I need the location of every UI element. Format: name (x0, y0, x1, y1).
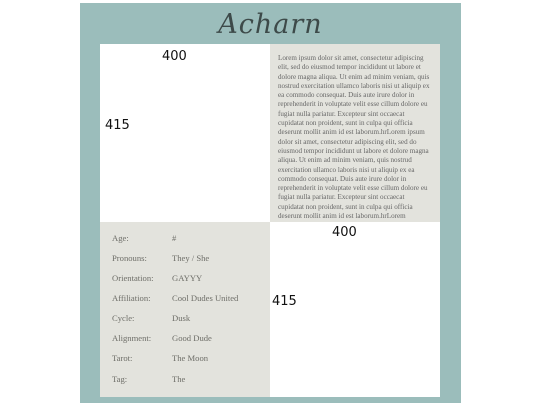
stat-value: The Moon (172, 353, 209, 363)
stat-value: # (172, 233, 177, 243)
stat-value: The (172, 374, 186, 384)
stat-value: Dusk (172, 313, 191, 323)
stat-value: Cool Dudes United (172, 293, 239, 303)
image-width-label: 400 (162, 49, 187, 64)
stat-label: Age: (112, 233, 129, 243)
stat-row-tag (100, 374, 270, 394)
stat-value: Good Dude (172, 333, 212, 343)
stat-value: GAYYY (172, 273, 203, 283)
image-placeholder-bottom (270, 222, 440, 397)
stat-value: They / She (172, 253, 210, 263)
stat-row-cycle (100, 313, 270, 333)
image-width-label: 400 (332, 225, 357, 240)
stat-label: Pronouns: (112, 253, 147, 263)
bio-text-panel (270, 44, 440, 222)
image-height-label: 415 (272, 294, 297, 309)
stat-row-alignment (100, 333, 270, 353)
stat-label: Alignment: (112, 333, 152, 343)
profile-grid (100, 44, 440, 397)
stat-row-age (100, 233, 270, 253)
stat-label: Tag: (112, 374, 128, 384)
stat-row-affiliation (100, 293, 270, 313)
stat-label: Orientation: (112, 273, 154, 283)
character-name: Acharn (218, 9, 323, 40)
bio-text: Lorem ipsum dolor sit amet, consectetur adipiscing elit, sed do eiusmod tempor incididunt ut labore et dolore magna aliqua. Ut enim ad minim veniam, quis nostrud exercitation ullamco laboris nisi ut aliquip ex ea commodo consequat. Duis aute irure dolor in reprehenderit in voluptate velit esse cillum dolore eu fugiat nulla pariatur. Excepteur sint occaecat cupidatat non proident, sunt in culpa qui officia deserunt mollit anim id est laborum.hrLorem ipsum dolor sit amet, consectetur adipiscing elit, sed do eiusmod tempor incididunt ut labore et dolore magna aliqua. Ut enim ad minim veniam, quis nostrud exercitation ullamco laboris nisi ut aliquip ex ea commodo consequat. Duis aute irure dolor in reprehenderit in voluptate velit esse cillum dolore eu fugiat nulla pariatur. Excepteur sint occaecat cupidatat non proident, sunt in culpa qui officia deserunt mollit anim id est laborum.hrLorem (278, 54, 430, 221)
stat-label: Affiliation: (112, 293, 151, 303)
stat-row-tarot (100, 353, 270, 373)
image-height-label: 415 (105, 118, 130, 133)
image-placeholder-top (100, 44, 270, 222)
stat-label: Tarot: (112, 353, 133, 363)
stat-row-pronouns (100, 253, 270, 273)
stats-panel (100, 222, 270, 397)
stat-label: Cycle: (112, 313, 135, 323)
profile-card (80, 3, 461, 403)
stat-row-orientation (100, 273, 270, 293)
